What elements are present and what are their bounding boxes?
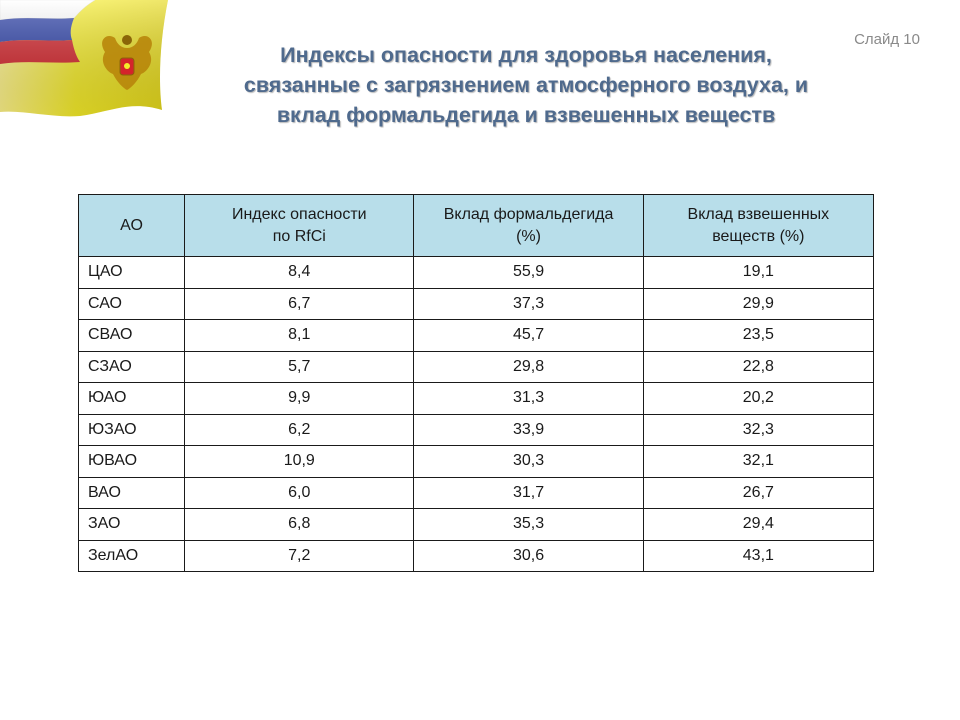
table-row [79, 509, 874, 541]
header-ao: АО [79, 195, 185, 257]
cell-index: 9,9 [185, 383, 414, 415]
cell-ao: ЮЗАО [79, 414, 185, 446]
cell-formaldehyde: 37,3 [414, 288, 643, 320]
cell-ao: ЗелАО [79, 540, 185, 572]
slide-title [200, 40, 852, 130]
table-row [79, 383, 874, 415]
cell-particles: 43,1 [643, 540, 873, 572]
cell-ao: ЮАО [79, 383, 185, 415]
cell-formaldehyde: 30,3 [414, 446, 643, 478]
cell-ao: ЮВАО [79, 446, 185, 478]
header-particles: Вклад взвешенных веществ (%) [643, 195, 873, 257]
cell-particles: 26,7 [643, 477, 873, 509]
table-row [79, 477, 874, 509]
cell-formaldehyde: 31,3 [414, 383, 643, 415]
cell-index: 5,7 [185, 351, 414, 383]
cell-particles: 22,8 [643, 351, 873, 383]
cell-ao: ЦАО [79, 257, 185, 289]
cell-particles: 29,9 [643, 288, 873, 320]
cell-ao: ЗАО [79, 509, 185, 541]
table-row [79, 540, 874, 572]
cell-index: 8,1 [185, 320, 414, 352]
cell-particles: 32,3 [643, 414, 873, 446]
cell-ao: ВАО [79, 477, 185, 509]
cell-index: 7,2 [185, 540, 414, 572]
header-formaldehyde: Вклад формальдегида (%) [414, 195, 643, 257]
cell-particles: 32,1 [643, 446, 873, 478]
table-row [79, 446, 874, 478]
cell-formaldehyde: 30,6 [414, 540, 643, 572]
hazard-index-table [78, 194, 874, 572]
cell-formaldehyde: 33,9 [414, 414, 643, 446]
cell-particles: 23,5 [643, 320, 873, 352]
cell-index: 6,2 [185, 414, 414, 446]
table-row [79, 320, 874, 352]
cell-index: 8,4 [185, 257, 414, 289]
header-hazard-index: Индекс опасности по RfCi [185, 195, 414, 257]
cell-particles: 20,2 [643, 383, 873, 415]
table-row [79, 414, 874, 446]
cell-particles: 19,1 [643, 257, 873, 289]
cell-index: 6,7 [185, 288, 414, 320]
moscow-region-flag-icon [0, 0, 170, 118]
cell-ao: СВАО [79, 320, 185, 352]
cell-formaldehyde: 35,3 [414, 509, 643, 541]
table-row [79, 257, 874, 289]
cell-formaldehyde: 45,7 [414, 320, 643, 352]
table-row [79, 351, 874, 383]
cell-particles: 29,4 [643, 509, 873, 541]
table-row [79, 288, 874, 320]
cell-index: 6,8 [185, 509, 414, 541]
cell-formaldehyde: 29,8 [414, 351, 643, 383]
slide-number: Слайд 10 [854, 31, 920, 48]
title-line: Индексы опасности для здоровья населения, [280, 43, 772, 67]
cell-formaldehyde: 31,7 [414, 477, 643, 509]
table-header-row [79, 195, 874, 257]
title-line: связанные с загрязнением атмосферного воздуха, и [243, 73, 809, 97]
cell-index: 10,9 [185, 446, 414, 478]
cell-formaldehyde: 55,9 [414, 257, 643, 289]
cell-ao: СЗАО [79, 351, 185, 383]
cell-ao: САО [79, 288, 185, 320]
cell-index: 6,0 [185, 477, 414, 509]
title-line: вклад формальдегида и взвешенных веществ [276, 103, 776, 127]
